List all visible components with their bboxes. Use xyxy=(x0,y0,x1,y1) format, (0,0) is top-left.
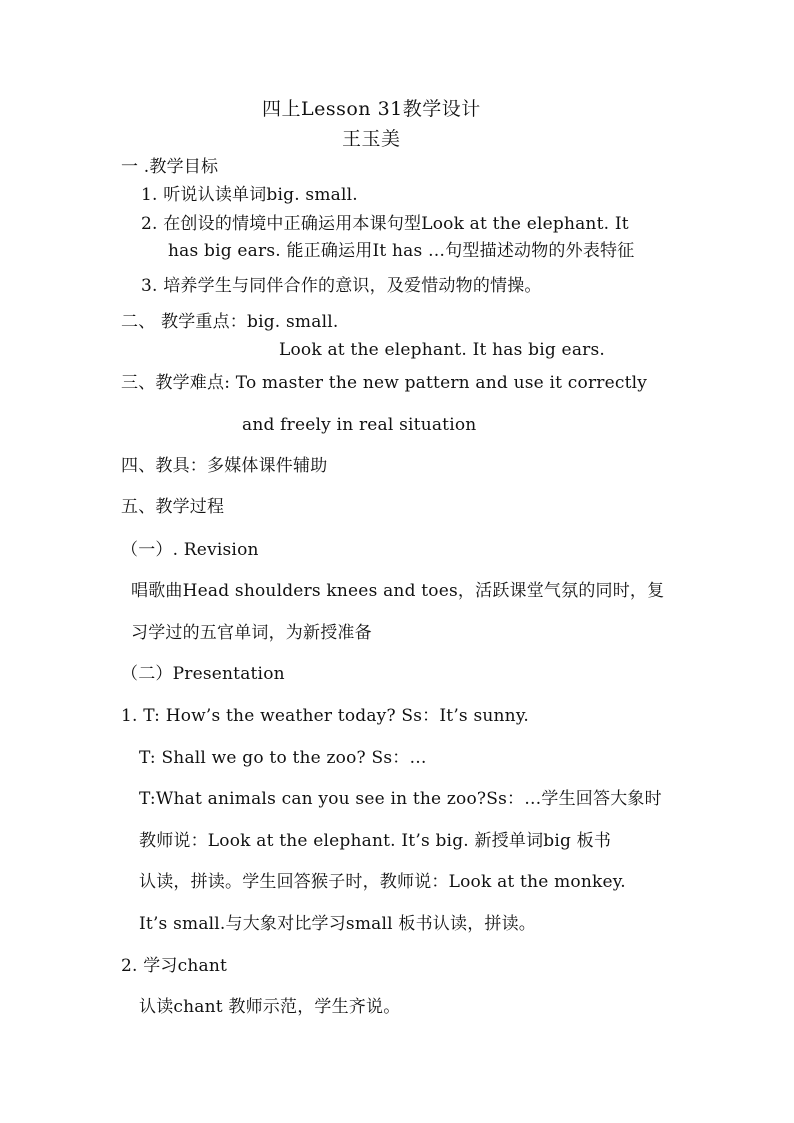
dialogue-line: 教师说：Look at the elephant. It’s big. 新授单词big 板书 xyxy=(139,831,612,851)
dialogue-line: 1. T: How’s the weather today? Ss：It’s sunny. xyxy=(121,706,529,726)
objective-item-continued: has big ears. 能正确运用It has …句型描述动物的外表特征 xyxy=(168,241,635,261)
paragraph-line: 习学过的五官单词，为新授准备 xyxy=(131,623,372,643)
author-name: 王玉美 xyxy=(342,128,401,150)
paragraph-line: 认读chant 教师示范，学生齐说。 xyxy=(139,997,401,1017)
dialogue-line: 认读，拼读。学生回答猴子时，教师说：Look at the monkey. xyxy=(139,872,626,892)
section-heading-difficulties: 三、教学难点: To master the new pattern and use it correctly xyxy=(121,373,648,393)
objective-item: 3. 培养学生与同伴合作的意识，及爱惜动物的情操。 xyxy=(141,276,542,296)
paragraph-line: 唱歌曲Head shoulders knees and toes，活跃课堂气氛的同时，复 xyxy=(131,581,665,601)
section-heading-teaching-aids: 四、教具：多媒体课件辅助 xyxy=(121,456,328,476)
section-heading-objectives: 一 .教学目标 xyxy=(121,157,219,177)
key-point-sentence: Look at the elephant. It has big ears. xyxy=(279,340,606,360)
section-heading-key-points: 二、 教学重点：big. small. xyxy=(121,312,339,332)
objective-item: 1. 听说认读单词big. small. xyxy=(141,185,358,205)
dialogue-line: T: Shall we go to the zoo? Ss：… xyxy=(139,748,427,768)
document-title: 四上Lesson 31教学设计 xyxy=(262,98,481,120)
dialogue-line: T:What animals can you see in the zoo?Ss：…学生回答大象时 xyxy=(139,789,662,809)
difficulties-continued: and freely in real situation xyxy=(242,415,477,435)
objective-item: 2. 在创设的情境中正确运用本课句型Look at the elephant. It xyxy=(141,214,629,234)
dialogue-line: It’s small.与大象对比学习small 板书认读，拼读。 xyxy=(139,914,536,934)
subheading-presentation: （二）Presentation xyxy=(121,664,285,684)
numbered-step: 2. 学习chant xyxy=(121,956,228,976)
subheading-revision: （一）. Revision xyxy=(121,540,259,560)
section-heading-process: 五、教学过程 xyxy=(121,497,225,517)
